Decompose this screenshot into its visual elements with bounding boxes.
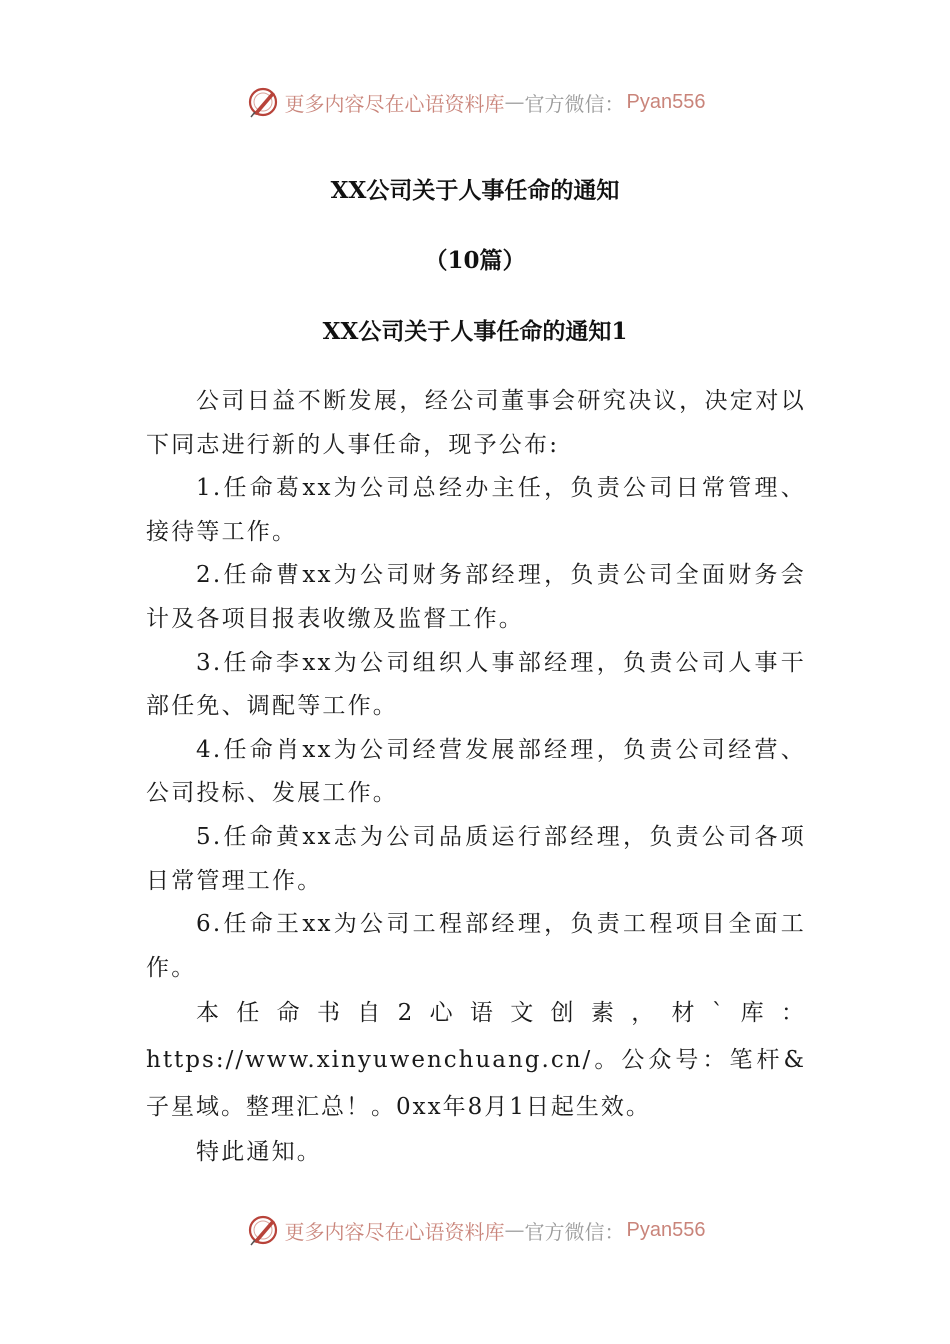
watermark-header (0, 82, 950, 122)
quill-logo-icon (245, 1212, 281, 1248)
watermark-separator: — (504, 1218, 525, 1242)
document-count: （10篇） (424, 247, 526, 274)
watermark-brand: 更多内容尽在心语资料库 (284, 91, 505, 116)
appointment-item: 1.任命葛xx为公司总经办主任，负责公司日常管理、接待等工作。 (146, 475, 806, 545)
section-title: XX公司关于人事任命的通知1 (322, 318, 628, 345)
appointment-item: 5.任命黄xx志为公司品质运行部经理，负责公司各项日常管理工作。 (146, 823, 806, 894)
document-body (146, 380, 806, 1175)
watermark-official-label: 官方微信： (524, 91, 625, 116)
watermark-footer (0, 1210, 950, 1250)
appointment-item: 2.任命曹xx为公司财务部经理，负责公司全面财务会计及各项目报表收缴及监督工作。 (146, 562, 806, 632)
watermark-separator: — (504, 90, 525, 114)
appointment-item: 6.任命王xx为公司工程部经理，负责工程项目全面工作。 (146, 911, 806, 981)
intro-paragraph: 公司日益不断发展，经公司董事会研究决议，决定对以下同志进行新的人事任命，现予公布: (146, 388, 806, 458)
watermark-official-label: 官方微信： (524, 1219, 625, 1244)
appointment-item: 3.任命李xx为公司组织人事部经理，负责公司人事干部任免、调配等工作。 (146, 649, 806, 720)
document-title: XX公司关于人事任命的通知 (330, 177, 620, 204)
appointment-item: 4.任命肖xx为公司经营发展部经理，负责公司经营、公司投标、发展工作。 (146, 736, 806, 807)
watermark-wechat-id: Pyan556 (626, 90, 706, 113)
closing-paragraph: 特此通知。 (196, 1139, 322, 1166)
watermark-brand: 更多内容尽在心语资料库 (284, 1219, 505, 1244)
effective-date-paragraph: 本任命书自2心语文创素，材`库：https://www.xinyuwenchuang.cn/。公众号：笔杆&子星域。整理汇总！。0xx年8月1日起生效。 (146, 1000, 806, 1121)
quill-logo-icon (245, 84, 281, 120)
watermark-wechat-id: Pyan556 (626, 1218, 706, 1241)
